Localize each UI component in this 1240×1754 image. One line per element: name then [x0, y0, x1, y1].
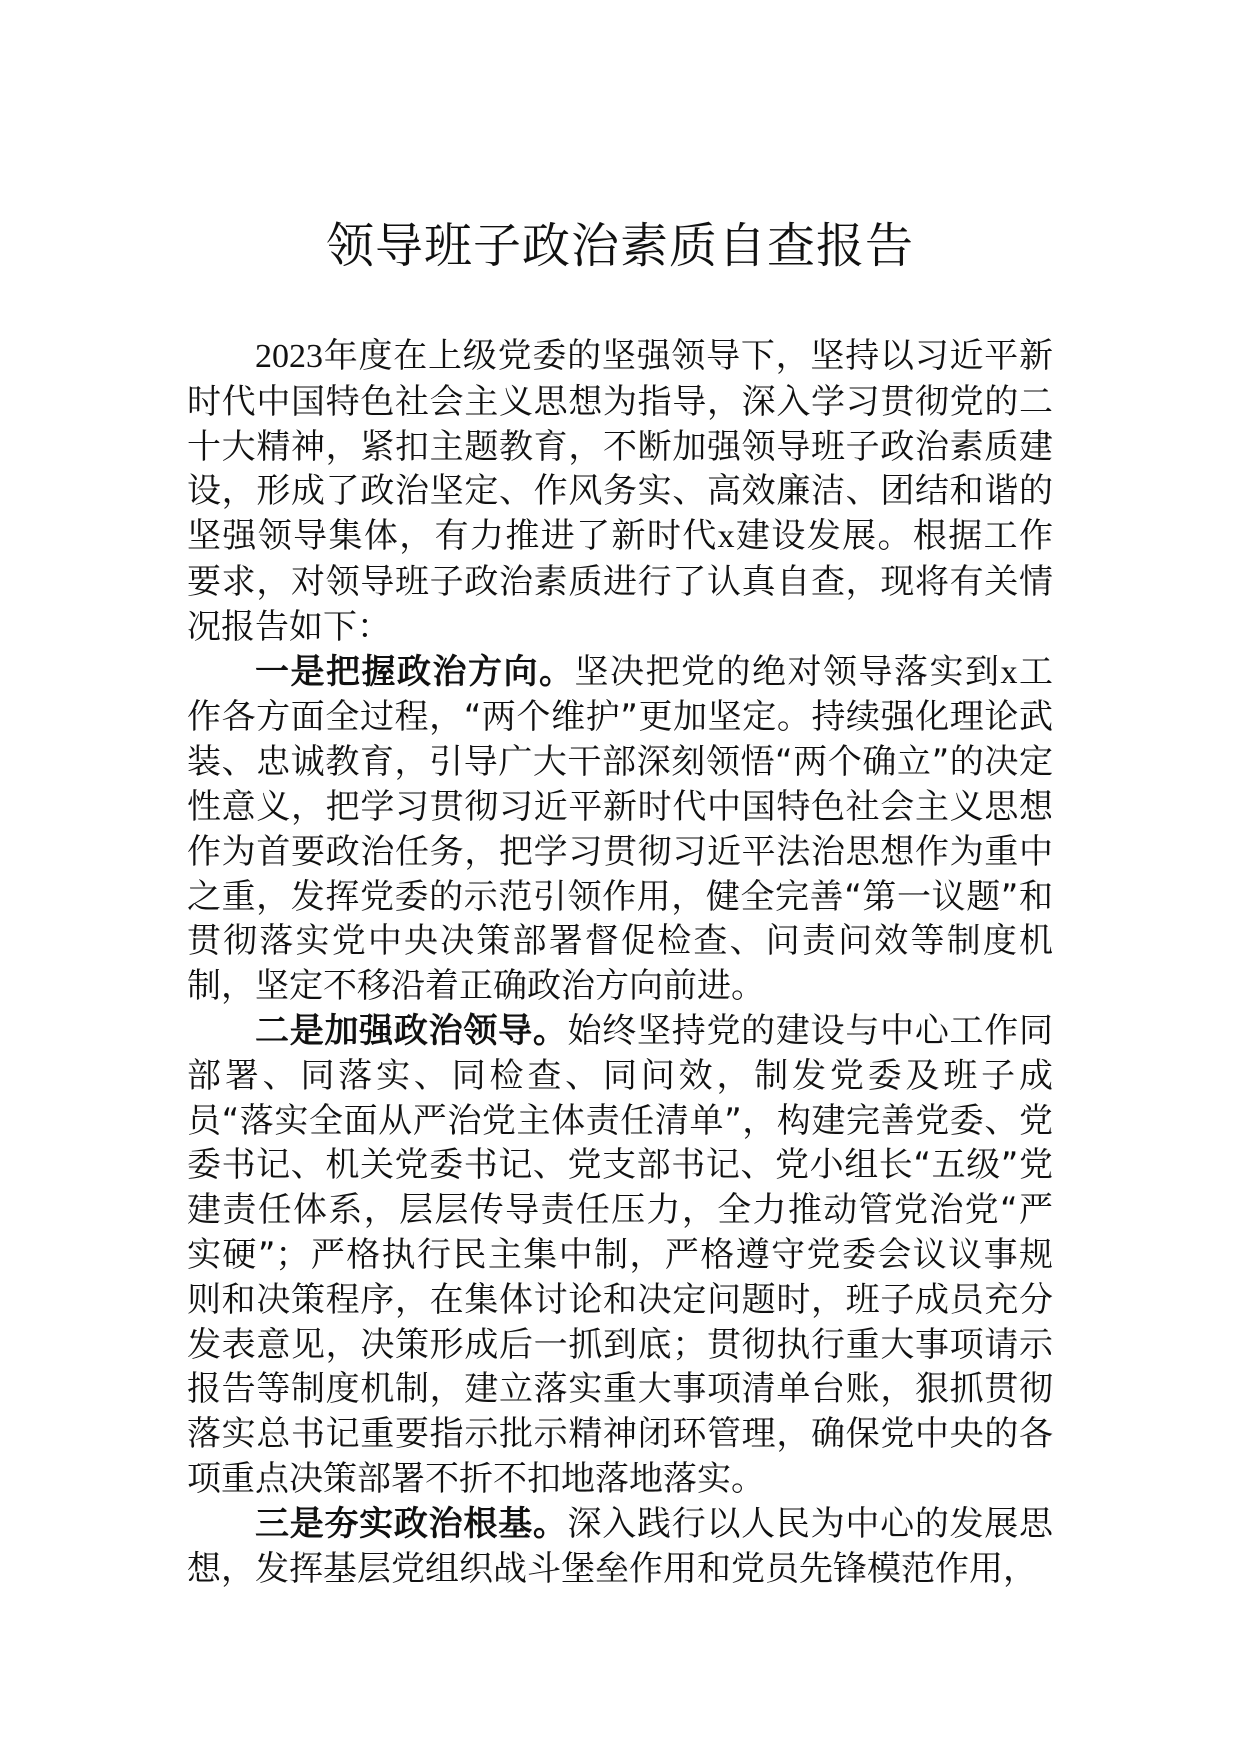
- paragraph-text: 年度在上级党委的坚强领导下，坚持以习近平新时代中国特色社会主义思想为指导，深入学习贯彻党的二十大精神，紧扣主题教育，不断加强领导班子政治素质建设，形成了政治坚定、作风务实、高效廉洁、团结和谐的坚强领导集体，有力推进了新时代: [187, 336, 1053, 557]
- paragraph-political-direction: [187, 650, 1053, 1009]
- document-title: 领导班子政治素质自查报告: [325, 218, 914, 274]
- paragraph-heading: 三是夯实政治根基。: [255, 1503, 568, 1544]
- paragraph-political-foundation: [187, 1502, 1053, 1592]
- paragraph-heading: 二是加强政治领导。: [255, 1010, 568, 1051]
- paragraph-text: 始终坚持党的建设与中心工作同部署、同落实、同检查、同问效，制发党委及班子成员“落实全面从严治党主体责任清单”，构建完善党委、党委书记、机关党委书记、党支部书记、党小组长“五级”党建责任体系，层层传导责任压力，全力推动管党治党“严实硬”；严格执行民主集中制，严格遵守党委会议议事规则和决策程序，在集体讨论和决定问题时，班子成员充分发表意见，决策形成后一抓到底；贯彻执行重大事项请示报告等制度机制，建立落实重大事项清单台账，狠抓贯彻落实总书记重要指示批示精神闭环管理，确保党中央的各项重点决策部署不折不扣地落地落实。: [187, 1010, 1054, 1499]
- paragraph-text: x: [717, 518, 735, 556]
- paragraph-text: 深入践行以人民为中心的发展思想，发挥基层党组织战斗堡垒作用和党员先锋模范作用，: [187, 1503, 1054, 1589]
- paragraph-text: 2023: [255, 338, 323, 375]
- paragraph-text: x: [1000, 653, 1018, 691]
- paragraph-text: 工作各方面全过程，“两个维护”更加坚定。持续强化理论武装、忠诚教育，引导广大干部深刻领悟“两个确立”的决定性意义，把学习贯彻习近平新时代中国特色社会主义思想作为首要政治任务，把学习贯彻习近平法治思想作为重中之重，发挥党委的示范引领作用，健全完善“第一议题”和贯彻落实党中央决策部署督促检查、问责问效等制度机制，坚定不移沿着正确政治方向前进。: [187, 651, 1053, 1007]
- paragraph-text: 坚决把党的绝对领导落实到: [574, 651, 1001, 692]
- paragraph-heading: 一是把握政治方向。: [255, 651, 575, 692]
- paragraph-political-leadership: [187, 1009, 1053, 1502]
- paragraph-intro: [187, 334, 1053, 650]
- paragraph-text: 建设发展。根据工作要求，对领导班子政治素质进行了认真自查，现将有关情况报告如下：: [187, 516, 1053, 647]
- document-body: [187, 334, 1053, 1591]
